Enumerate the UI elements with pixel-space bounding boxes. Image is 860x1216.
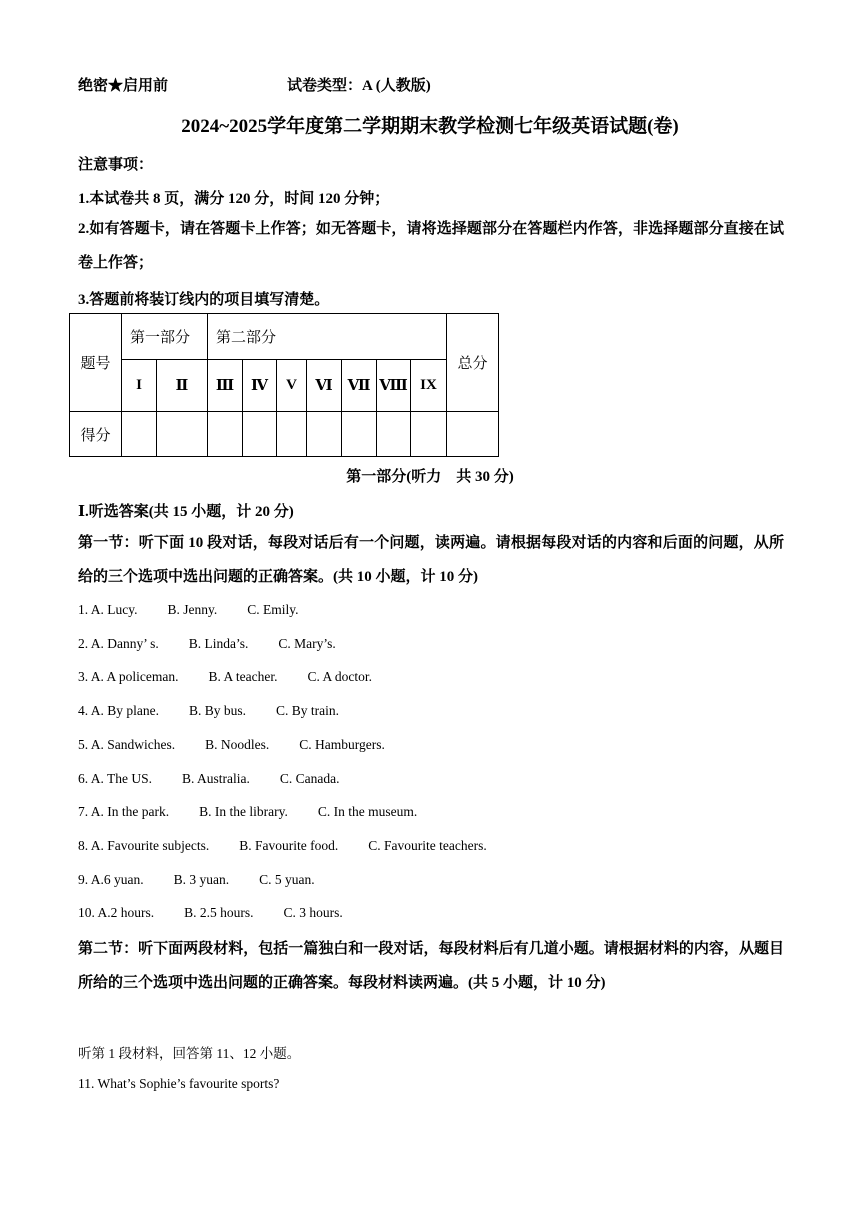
option-c: C. Emily. bbox=[247, 602, 299, 617]
section1-title: 第一部分(听力 共 30 分) bbox=[346, 469, 514, 485]
question-item bbox=[78, 737, 385, 753]
score-cell[interactable] bbox=[122, 412, 157, 457]
col-header-2: Ⅱ bbox=[157, 360, 208, 412]
option-c: C. Favourite teachers. bbox=[368, 837, 487, 853]
score-cell[interactable] bbox=[411, 412, 447, 457]
option-b: B. A teacher. bbox=[208, 669, 278, 685]
option-c: C. Mary’s. bbox=[278, 635, 336, 651]
col-header-4: Ⅳ bbox=[243, 360, 277, 412]
question-item bbox=[78, 872, 315, 888]
option-b: B. In the library. bbox=[199, 804, 288, 820]
col-header-6: Ⅵ bbox=[307, 360, 342, 412]
option-c: C. 3 hours. bbox=[283, 905, 343, 921]
score-table bbox=[69, 313, 499, 457]
part1-header: 第一部分 bbox=[122, 314, 208, 360]
part-I-title: Ⅰ.听选答案(共 15 小题，计 20 分) bbox=[78, 504, 294, 520]
option-b: B. 3 yuan. bbox=[173, 871, 230, 887]
option-a: 9. A.6 yuan. bbox=[78, 871, 144, 887]
score-cell[interactable] bbox=[277, 412, 307, 457]
question-item bbox=[78, 602, 299, 618]
option-a: 3. A. A policeman. bbox=[78, 669, 179, 685]
score-cell[interactable] bbox=[342, 412, 377, 457]
total-score-cell[interactable] bbox=[447, 412, 499, 457]
part2-header: 第二部分 bbox=[208, 314, 447, 360]
score-cell[interactable] bbox=[307, 412, 342, 457]
exam-title: 2024~2025学年度第二学期期末教学检测七年级英语试题(卷) bbox=[181, 116, 679, 137]
col-header-8: Ⅷ bbox=[377, 360, 411, 412]
option-c: C. By train. bbox=[276, 703, 340, 719]
part-I-sec2-instructions: 第二节：听下面两段材料，包括一篇独白和一段对话，每段材料后有几道小题。请根据材料的内容，从题目所给的三个选项中选出问题的正确答案。每段材料读两遍。(共 5 小题，计 10 分) bbox=[78, 941, 784, 991]
notes-item-3: 3.答题前将装订线内的项目填写清楚。 bbox=[78, 292, 330, 308]
option-c: C. 5 yuan. bbox=[259, 871, 315, 887]
notes-heading: 注意事项： bbox=[78, 157, 154, 173]
option-b: B. Australia. bbox=[182, 770, 250, 786]
option-a: 2. A. Danny’ s. bbox=[78, 635, 159, 651]
col-header-7: Ⅶ bbox=[342, 360, 377, 412]
option-a: 1. A. Lucy. bbox=[78, 602, 138, 617]
option-a: 5. A. Sandwiches. bbox=[78, 736, 176, 752]
row-label-number: 题号 bbox=[70, 314, 122, 412]
score-cell[interactable] bbox=[377, 412, 411, 457]
score-cell[interactable] bbox=[243, 412, 277, 457]
question-item bbox=[78, 838, 487, 854]
question-11: 11. What’s Sophie’s favourite sports? bbox=[78, 1076, 280, 1091]
notes-item-2: 2.如有答题卡，请在答题卡上作答；如无答题卡，请将选择题部分在答题栏内作答，非选择题部分直接在试卷上作答； bbox=[78, 221, 784, 271]
option-c: C. In the museum. bbox=[317, 804, 418, 820]
option-a: 4. A. By plane. bbox=[78, 703, 159, 719]
part-I-sec1-instructions: 第一节：听下面 10 段对话，每段对话后有一个问题，读两遍。请根据每段对话的内容和后面的问题，从所给的三个选项中选出问题的正确答案。(共 10 小题，计 10 分) bbox=[78, 535, 784, 585]
header-line bbox=[78, 74, 431, 95]
total-header: 总分 bbox=[447, 314, 499, 412]
row-label-score: 得分 bbox=[70, 412, 122, 457]
notes-item-1: 1.本试卷共 8 页，满分 120 分，时间 120 分钟； bbox=[78, 191, 390, 207]
secret-label: 绝密★启用前 bbox=[78, 78, 169, 94]
option-a: 7. A. In the park. bbox=[78, 804, 170, 820]
paper-type-label: 试卷类型：A (人教版) bbox=[287, 78, 431, 94]
option-c: C. Canada. bbox=[279, 770, 340, 786]
col-header-5: V bbox=[277, 360, 307, 412]
col-header-3: Ⅲ bbox=[208, 360, 243, 412]
material1-instruction: 听第 1 段材料，回答第 11、12 小题。 bbox=[78, 1046, 301, 1061]
col-header-1: I bbox=[122, 360, 157, 412]
question-item bbox=[78, 669, 372, 685]
question-item bbox=[78, 636, 336, 652]
option-a: 6. A. The US. bbox=[78, 770, 153, 786]
option-b: B. Noodles. bbox=[205, 736, 270, 752]
option-b: B. 2.5 hours. bbox=[184, 905, 254, 921]
option-a: 8. A. Favourite subjects. bbox=[78, 837, 210, 853]
option-b: B. Linda’s. bbox=[188, 635, 249, 651]
option-c: C. Hamburgers. bbox=[299, 736, 385, 752]
question-item bbox=[78, 771, 340, 787]
col-header-9: IX bbox=[411, 360, 447, 412]
option-b: B. Jenny. bbox=[167, 602, 218, 617]
option-b: B. Favourite food. bbox=[239, 837, 339, 853]
option-c: C. A doctor. bbox=[307, 669, 372, 685]
score-cell[interactable] bbox=[208, 412, 243, 457]
question-item bbox=[78, 905, 343, 921]
question-item bbox=[78, 804, 417, 820]
score-cell[interactable] bbox=[157, 412, 208, 457]
option-b: B. By bus. bbox=[189, 703, 247, 719]
question-item bbox=[78, 703, 339, 719]
option-a: 10. A.2 hours. bbox=[78, 905, 155, 921]
